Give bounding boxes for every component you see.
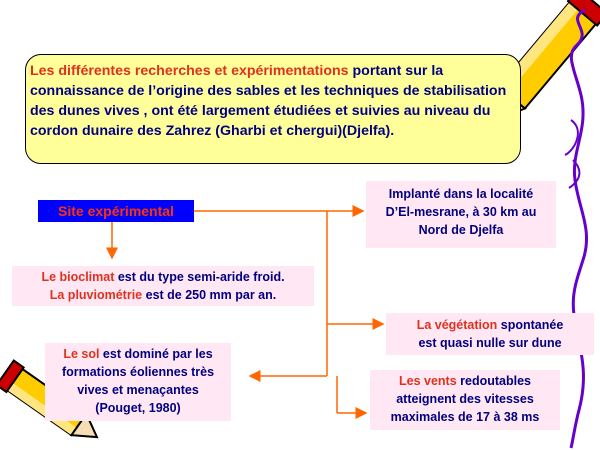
- soil-text-3: vives et menaçantes: [77, 383, 199, 397]
- soil-box: [45, 343, 231, 421]
- intro-text-box: [25, 54, 521, 164]
- winds-label: Les vents: [399, 374, 457, 388]
- location-line-2: D’El-mesrane, à 30 km au: [385, 205, 537, 219]
- pluviometrie-text: est de 250 mm par an.: [142, 288, 277, 302]
- soil-text-2: formations éoliennes très: [61, 365, 215, 379]
- vegetation-label: La végétation: [416, 318, 498, 332]
- location-line-3: Nord de Djelfa: [418, 223, 504, 237]
- vegetation-text-1: spontanée: [497, 318, 564, 332]
- winds-box: [370, 370, 560, 430]
- soil-text-1: est dominé par les: [99, 347, 213, 361]
- soil-citation: (Pouget, 1980): [95, 401, 181, 415]
- site-experimental-box: Site expérimental: [38, 200, 194, 222]
- location-box: [366, 181, 556, 248]
- winds-text-2: atteignent des vitesses: [396, 392, 534, 406]
- soil-label: Le sol: [63, 347, 100, 361]
- winds-text-3: maximales de 17 à 38 ms: [390, 410, 540, 424]
- vegetation-text-2: est quasi nulle sur dune: [418, 336, 562, 350]
- location-line-1: Implanté dans la localité: [388, 187, 534, 201]
- intro-body: portant sur la connaissance de l’origine des sables et les techniques de stabilisation des dunes vives , ont été largement étudiées et suivies au niveau du cordon dunaire des Zahrez (Gharbi et chergui)(Djelfa).: [30, 63, 507, 139]
- vegetation-box: [386, 313, 594, 355]
- bioclimat-text: est du type semi-aride froid.: [114, 270, 285, 284]
- pluviometrie-label: La pluviométrie: [49, 288, 143, 302]
- bioclimat-label: Le bioclimat: [41, 270, 115, 284]
- intro-highlight: Les différentes recherches et expérimentations: [30, 63, 349, 79]
- climate-box: [12, 266, 314, 306]
- winds-text-1: redoutables: [456, 374, 531, 388]
